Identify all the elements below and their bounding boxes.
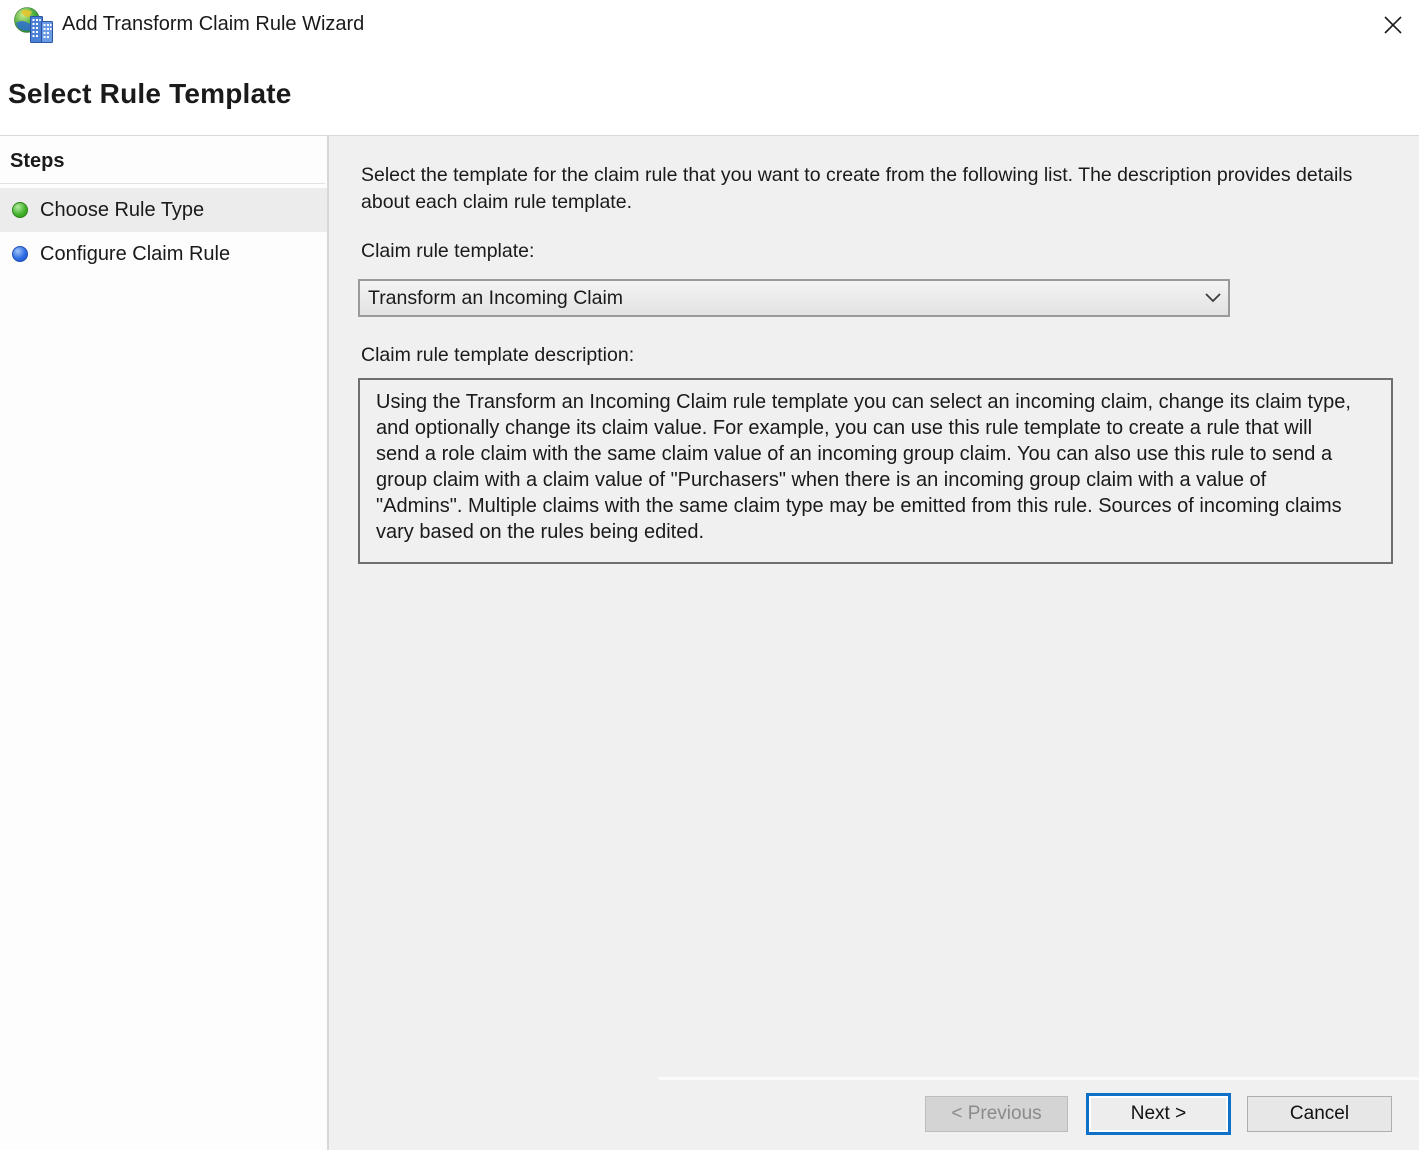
step-active-bullet-icon: [12, 202, 28, 218]
step-pending-bullet-icon: [12, 246, 28, 262]
sidebar-item-choose-rule-type[interactable]: [0, 188, 327, 232]
claim-rule-template-description-label: Claim rule template description:: [361, 344, 635, 366]
claim-rule-template-label: Claim rule template:: [361, 240, 535, 262]
intro-text: Select the template for the claim rule that you want to create from the following list. The description provides details about each claim rule template.: [361, 164, 1353, 213]
sidebar-item-configure-claim-rule[interactable]: [0, 232, 327, 276]
close-icon: [1381, 13, 1405, 40]
step-label: Configure Claim Rule: [40, 242, 231, 265]
page-title: Select Rule Template: [8, 78, 292, 109]
claim-rule-template-select[interactable]: [358, 279, 1230, 317]
claim-rule-template-value: Transform an Incoming Claim: [368, 286, 624, 309]
template-description-box: [358, 378, 1393, 564]
step-label: Choose Rule Type: [40, 198, 205, 221]
previous-button[interactable]: < Previous: [925, 1096, 1068, 1132]
chevron-down-icon: [1198, 293, 1228, 303]
steps-sidebar: [0, 136, 329, 1150]
wizard-body: [0, 136, 1419, 1150]
template-description-text: Using the Transform an Incoming Claim rule template you can select an incoming claim, change its claim type, and optionally change its claim value. For example, you can use this rule template to create a rule that will send a role claim with the same claim value of an incoming group claim. You can also use this rule to send a group claim with a claim value of "Purchasers" when there is an incoming group claim with a value of "Admins". Multiple claims with the same claim type may be emitted from this rule. Sources of incoming claims vary based on the rules being edited.: [376, 391, 1351, 543]
main-panel: [329, 136, 1419, 1150]
titlebar: [0, 0, 1419, 52]
next-button[interactable]: Next >: [1086, 1093, 1231, 1135]
close-button[interactable]: [1375, 8, 1411, 44]
footer-button-bar: [658, 1080, 1419, 1150]
steps-heading: Steps: [10, 150, 65, 172]
cancel-button[interactable]: Cancel: [1247, 1096, 1392, 1132]
steps-divider: [0, 183, 325, 184]
adfs-wizard-icon: [13, 6, 55, 46]
window-title: Add Transform Claim Rule Wizard: [62, 13, 365, 35]
